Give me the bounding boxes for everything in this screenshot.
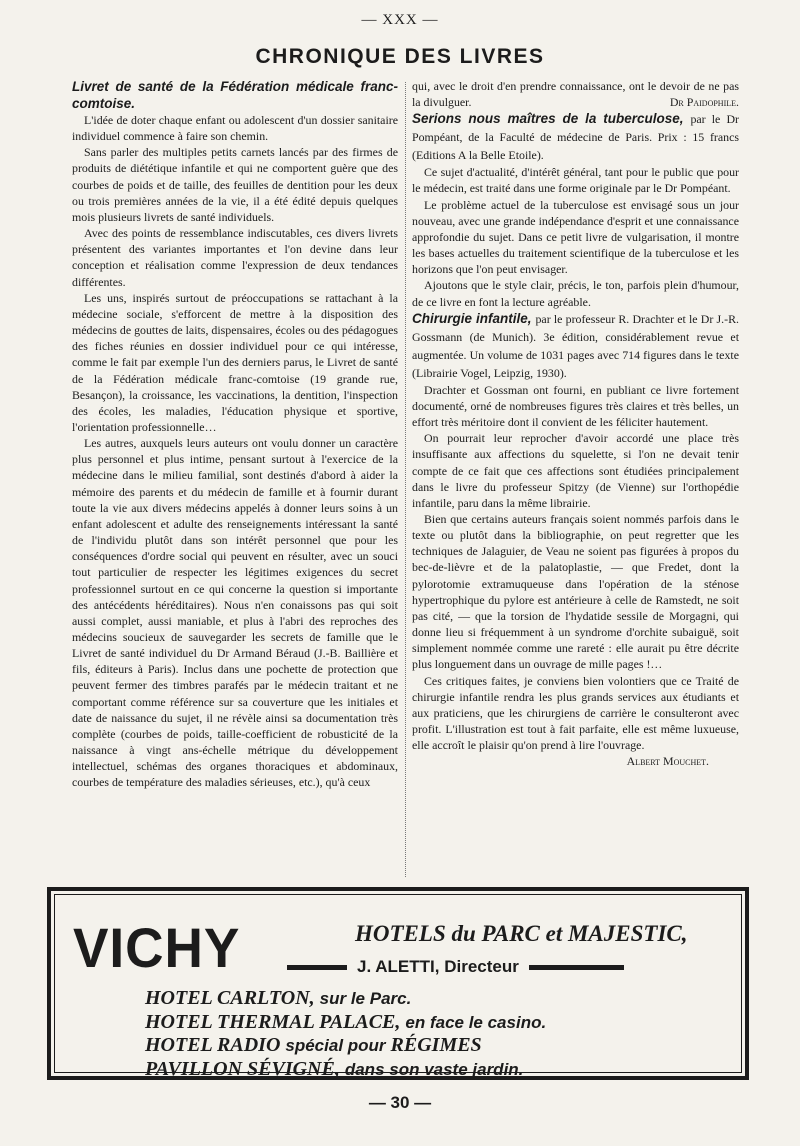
ad-hotel-radio: HOTEL RADIO spécial pour RÉGIMES	[145, 1034, 482, 1056]
paragraph: Ajoutons que le style clair, précis, le ton, parfois plein d'humour, de ce livre en font la lecture agréable.	[412, 278, 739, 309]
ad-hotel-carlton: HOTEL CARLTON, sur le Parc.	[145, 987, 412, 1009]
paragraph: Les uns, inspirés surtout de préoccupations se rattachant à la médecine sociale, s'efforcent de mettre à la disposition des médecins de gouttes de laits, dispensaires, écoles ou des pédagogues des fiches réunies en dossier individuel pour ce qui intéresse, comme le fait par exemple l'un des derniers parus, le Livret de santé de la Fédération médicale franc-comtoise (19 grande rue, Besançon), la croissance, les vaccinations, la dentition, l'inspection des écoles, les maladies, l'éducation physique et sportive, l'orientation professionnelle…	[72, 290, 398, 434]
vichy-advertisement	[47, 887, 749, 1080]
paragraph: Drachter et Gossman ont fourni, en publiant ce livre fortement documenté, orné de nombreuses figures très claires et très belles, un effort très méritoire dont il convient de les féliciter hautement.	[412, 382, 739, 430]
paragraph: Les autres, auxquels leurs auteurs ont voulu donner un caractère plus personnel et plus intime, pensant surtout à l'exercice de la médecine dans le milieu familial, sont destinés d'abord à aider la mémoire des parents et du médecin de famille et à fournir durant toute la vie aux divers médecins appelés à donner leurs soins à un enfant adolescent et adulte des renseignements intéressant la santé de l'individu plutôt dans son intérêt personnel que pour les conséquences d'ordre social qui peuvent en résulter, avec un souci tout particulier de respecter les légitimes exigences du secret professionnel surtout en ce qui concerne la question si importante des antécédents héréditaires). Nous n'en conaissons pas qui soit aussi complet, aussi maniable, et plus à l'abri des reproches des médecins soucieux de sauvegarder les secrets de famille que le Livret de santé individuel du Dr Armand Béraud (J.-B. Baillière et fils, éditeurs à Paris). Inclus dans une pochette de protection que peuvent fermer des timbres parafés par le médecin traitant et ne comportant comme référence sur sa couverture que les initiales et date de naissance du sujet, il ne révèle ainsi sa documentation très complète (courbes de poids, taille-coefficient de robusticité de la naissance à vingt ans-échelle métrique du développement intellectuel, schémas des organes thoraciques et abdominaux, courbes de température des maladies sérieuses, etc.), qu'à ceux	[72, 436, 398, 790]
right-column	[412, 78, 739, 769]
book-title-livret-sante: Livret de santé de la Fédération médicale franc-comtoise.	[72, 79, 398, 111]
ad-inner-border	[54, 894, 742, 1080]
left-column	[72, 78, 398, 791]
book-title-chirurgie-infantile: Chirurgie infantile, par le professeur R. Drachter et le Dr J.-R. Gossmann (de Munich). 3e édition, considérablement revue et augmentée. Un volume de 1031 pages avec 714 figures dans le texte (Librairie Vogel, Leipzig, 1930).	[412, 310, 739, 380]
paragraph: On pourrait leur reprocher d'avoir accordé une place très insuffisante aux affections du squelette, si l'on ne devait tenir compte de ce fait que ces affections sont étudiées principalement dans le livre du professeur Spitzy (de Vienne) sur l'orthopédie infantile, paru dans la même librairie.	[412, 431, 739, 510]
page-number: — 30 —	[368, 1093, 432, 1112]
ad-hotel-list	[145, 987, 546, 1081]
column-divider	[405, 82, 406, 877]
paragraph: Ces critiques faites, je conviens bien volontiers que ce Traité de chirurgie infantile rendra les plus grands services aux étudiants et aux praticiens, que les chirurgiens de carrière le consulteront avec profit. L'illustration est tout à fait parfaite, elle est même luxueuse, elle accroît le plaisir qu'on prend à lire l'ouvrage.	[412, 673, 739, 753]
ad-director: J. ALETTI, Directeur	[357, 957, 519, 976]
ad-rule-left	[287, 965, 347, 970]
byline: par le professeur R. Drachter et le Dr J.-R. Gossmann (de Munich). 3e édition, considérablement revue et augmentée. Un volume de 1031 pages avec 714 figures dans le texte (Librairie Vogel, Leipzig, 1930).	[412, 311, 739, 380]
ad-brand-vichy: VICHY	[73, 916, 241, 979]
page-title: CHRONIQUE DES LIVRES	[255, 45, 545, 68]
paragraph: Avec des points de ressemblance indiscutables, ces divers livrets présentent des variantes importantes et l'on devine dans leur conception et réalisation comme l'expression de deux tendances différentes.	[72, 226, 398, 289]
signature-paidophile: Dr Paidophile.	[669, 95, 739, 110]
paragraph: Le problème actuel de la tuberculose est envisagé sous un jour nouveau, avec une grande indépendance d'esprit et une connaissance approfondie du sujet. Dans ce petit livre de vulgarisation, il montre les bases actuelles du traitement scientifique de la tuberculose et les horizons que l'on peut envisager.	[412, 197, 739, 277]
page-top-mark: — XXX —	[361, 12, 439, 28]
ad-rule-right	[529, 965, 624, 970]
ad-director-line	[287, 957, 737, 977]
ad-hotel-thermal-palace: HOTEL THERMAL PALACE, en face le casino.	[145, 1010, 547, 1033]
ad-hotels-line: HOTELS du PARC et MAJESTIC,	[355, 921, 688, 946]
paragraph: L'idée de doter chaque enfant ou adolescent d'un dossier sanitaire individuel commence à faire son chemin.	[72, 113, 398, 144]
paragraph: Ce sujet d'actualité, d'intérêt général, tant pour le public que pour le médecin, est traité dans une forme originale par le Dr Pompéant.	[412, 165, 739, 196]
paragraph: Bien que certains auteurs français soient nommés parfois dans le texte ou plutôt dans la bibliographie, on peut regretter que les techniques de Jalaguier, de Veau ne soient pas figurées à propos du bec-de-lièvre et de la palatoplastie, — que Fredet, dont la pylorotomie extramuqueuse dans l'opération de la sténose hypertrophique du pylore est antérieure à celle de Ramstedt, ne soit pas cité, — que la torsion de l'hydatide sessile de Morgagni, qui donne lieu si fréquemment à un syndrome d'orchite subaiguë, soit simplement nommée comme une rareté : elle aurait pu être décrite plus longuement dans un ouvrage de mille pages !…	[412, 511, 739, 672]
paragraph-continuation: qui, avec le droit d'en prendre connaissance, ont le devoir de ne pas la divulguer. Dr Paidophile.	[412, 79, 739, 110]
ad-pavillon-sevigne: PAVILLON SÉVIGNÉ, dans son vaste jardin.	[145, 1057, 524, 1080]
book-title-tuberculose: Serions nous maîtres de la tuberculose, par le Dr Pompéant, de la Faculté de médecine de Paris. Prix : 15 francs (Editions A la Belle Etoile).	[412, 111, 739, 163]
signature-mouchet: Albert Mouchet.	[626, 754, 709, 769]
byline: par le Dr Pompéant, de la Faculté de médecine de Paris. Prix : 15 francs (Editions A la Belle Etoile).	[412, 112, 739, 163]
paragraph: Sans parler des multiples petits carnets lancés par des firmes de produits de diététique infantile et qui ne comportent guère que des courbes de poids et de taille, des feuilles de dentition pour les deux ou trois premières années de la vie, il a été édité depuis quelques mois plusieurs livrets de santé individuels.	[72, 145, 398, 224]
